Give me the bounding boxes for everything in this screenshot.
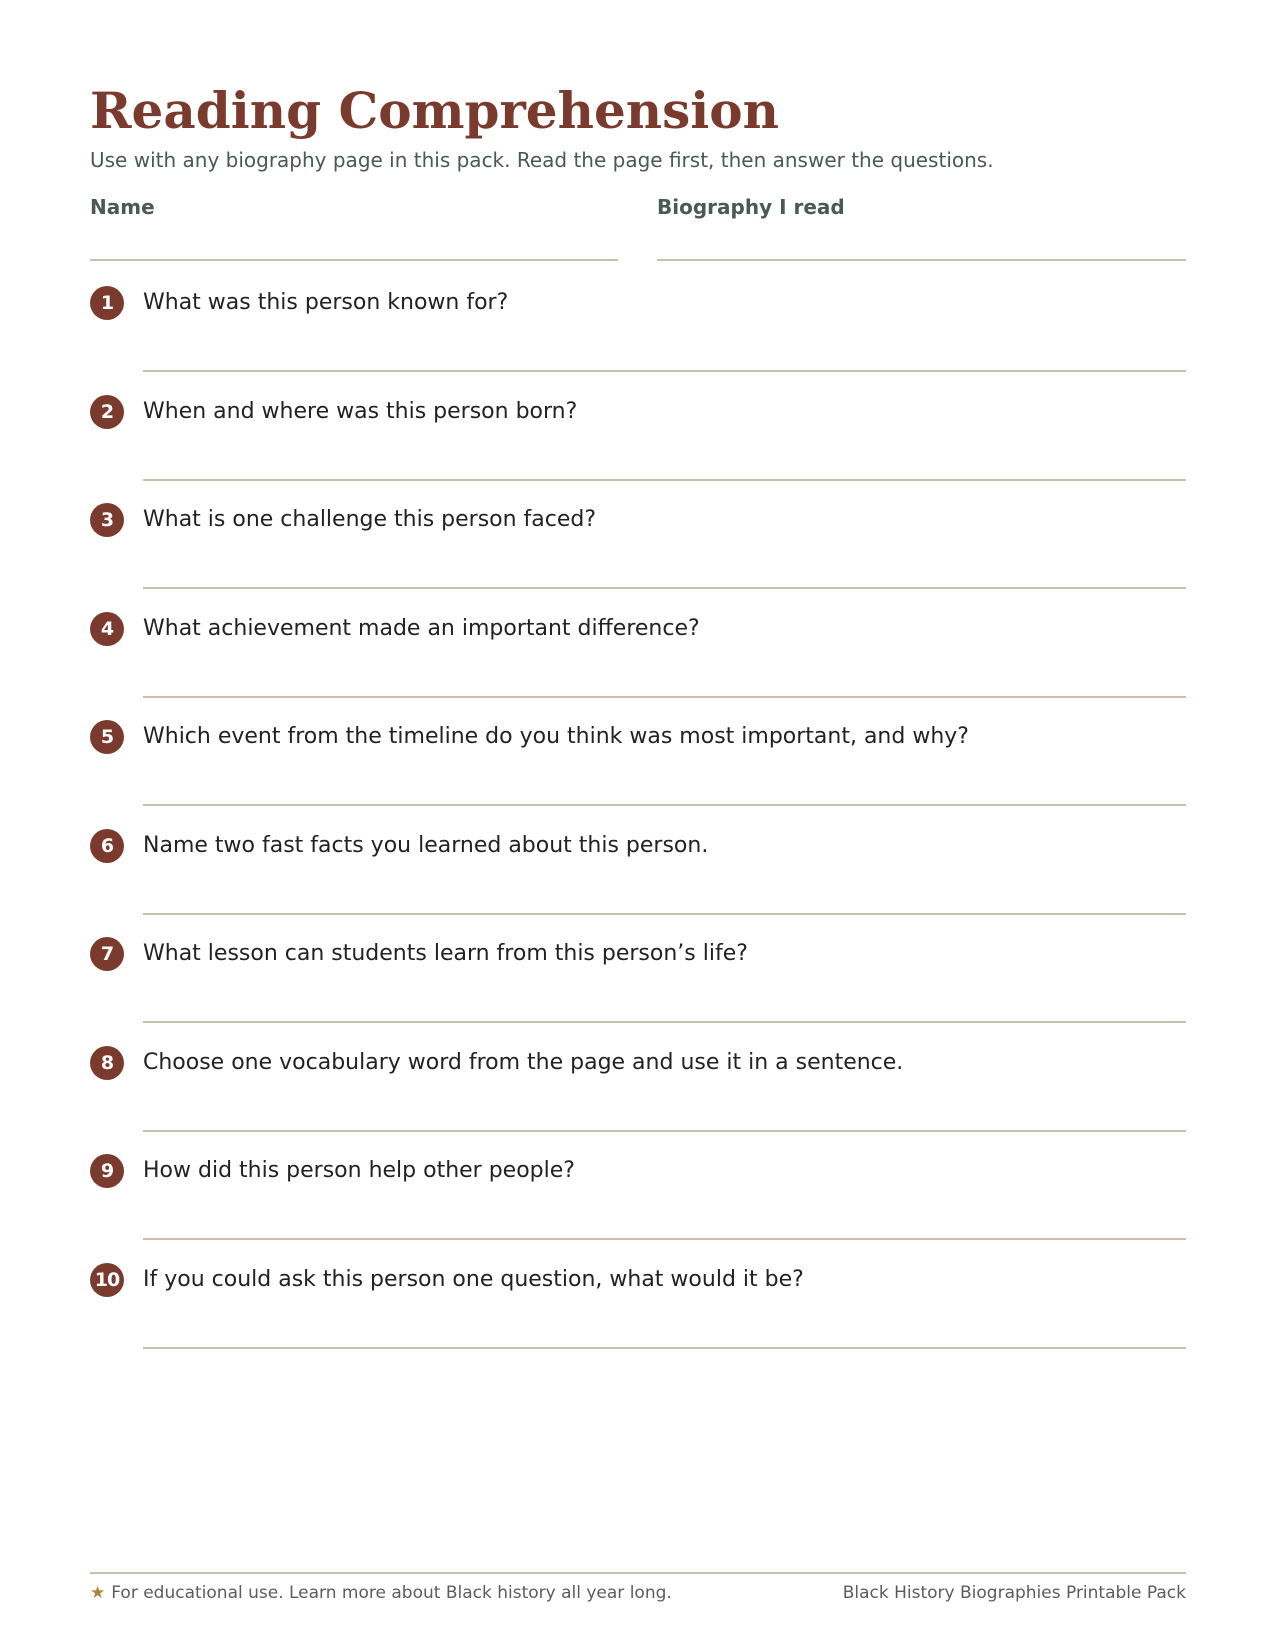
answer-line[interactable] xyxy=(143,696,1186,698)
answer-line[interactable] xyxy=(143,370,1186,372)
name-field[interactable] xyxy=(90,195,618,261)
footer-pack-name: Black History Biographies Printable Pack xyxy=(842,1583,1186,1603)
question-item xyxy=(90,1154,1186,1263)
question-text: Choose one vocabulary word from the page and use it in a sentence. xyxy=(143,1049,904,1075)
question-text: What lesson can students learn from this person’s life? xyxy=(143,941,748,966)
footer-divider xyxy=(90,1572,1186,1574)
answer-line[interactable] xyxy=(143,1238,1186,1240)
question-text: If you could ask this person one question, what would it be? xyxy=(143,1266,804,1292)
answer-line[interactable] xyxy=(143,1021,1186,1023)
question-number-badge: 6 xyxy=(90,829,124,863)
question-number-badge: 9 xyxy=(90,1154,124,1188)
question-item xyxy=(90,612,1186,721)
answer-line[interactable] xyxy=(143,804,1186,806)
star-icon: ★ xyxy=(90,1583,106,1603)
name-label: Name xyxy=(90,195,155,219)
name-writing-line[interactable] xyxy=(90,259,618,261)
question-text: When and where was this person born? xyxy=(143,398,578,424)
biography-writing-line[interactable] xyxy=(657,259,1186,261)
question-item xyxy=(90,720,1186,829)
question-number-badge: 4 xyxy=(90,612,124,646)
answer-line[interactable] xyxy=(143,479,1186,481)
question-number-badge: 2 xyxy=(90,395,124,429)
answer-line[interactable] xyxy=(143,1130,1186,1132)
answer-line[interactable] xyxy=(143,1347,1186,1349)
question-text: Which event from the timeline do you think was most important, and why? xyxy=(143,724,969,749)
question-item xyxy=(90,1046,1186,1155)
worksheet-page xyxy=(90,0,1186,1650)
question-number-badge: 7 xyxy=(90,937,124,971)
question-item xyxy=(90,937,1186,1046)
question-text: Name two fast facts you learned about this person. xyxy=(143,832,709,858)
question-number-badge: 10 xyxy=(90,1263,124,1297)
question-item xyxy=(90,829,1186,938)
question-number-badge: 8 xyxy=(90,1046,124,1080)
page-subtitle: Use with any biography page in this pack. Read the page first, then answer the questions. xyxy=(90,148,994,172)
footer-note-text: For educational use. Learn more about Black history all year long. xyxy=(111,1583,672,1603)
question-text: What is one challenge this person faced? xyxy=(143,507,597,532)
question-item xyxy=(90,503,1186,612)
question-text: What was this person known for? xyxy=(143,290,509,315)
biography-label: Biography I read xyxy=(657,195,845,219)
question-item xyxy=(90,1263,1186,1372)
footer-note xyxy=(90,1582,672,1604)
question-list xyxy=(90,286,1186,1371)
question-number-badge: 1 xyxy=(90,286,124,320)
question-number-badge: 5 xyxy=(90,720,124,754)
question-item xyxy=(90,286,1186,395)
question-item xyxy=(90,395,1186,504)
question-text: What achievement made an important difference? xyxy=(143,615,700,641)
answer-line[interactable] xyxy=(143,913,1186,915)
question-number-badge: 3 xyxy=(90,503,124,537)
question-text: How did this person help other people? xyxy=(143,1158,575,1183)
biography-field[interactable] xyxy=(657,195,1186,261)
answer-line[interactable] xyxy=(143,587,1186,589)
page-title: Reading Comprehension xyxy=(90,81,779,140)
